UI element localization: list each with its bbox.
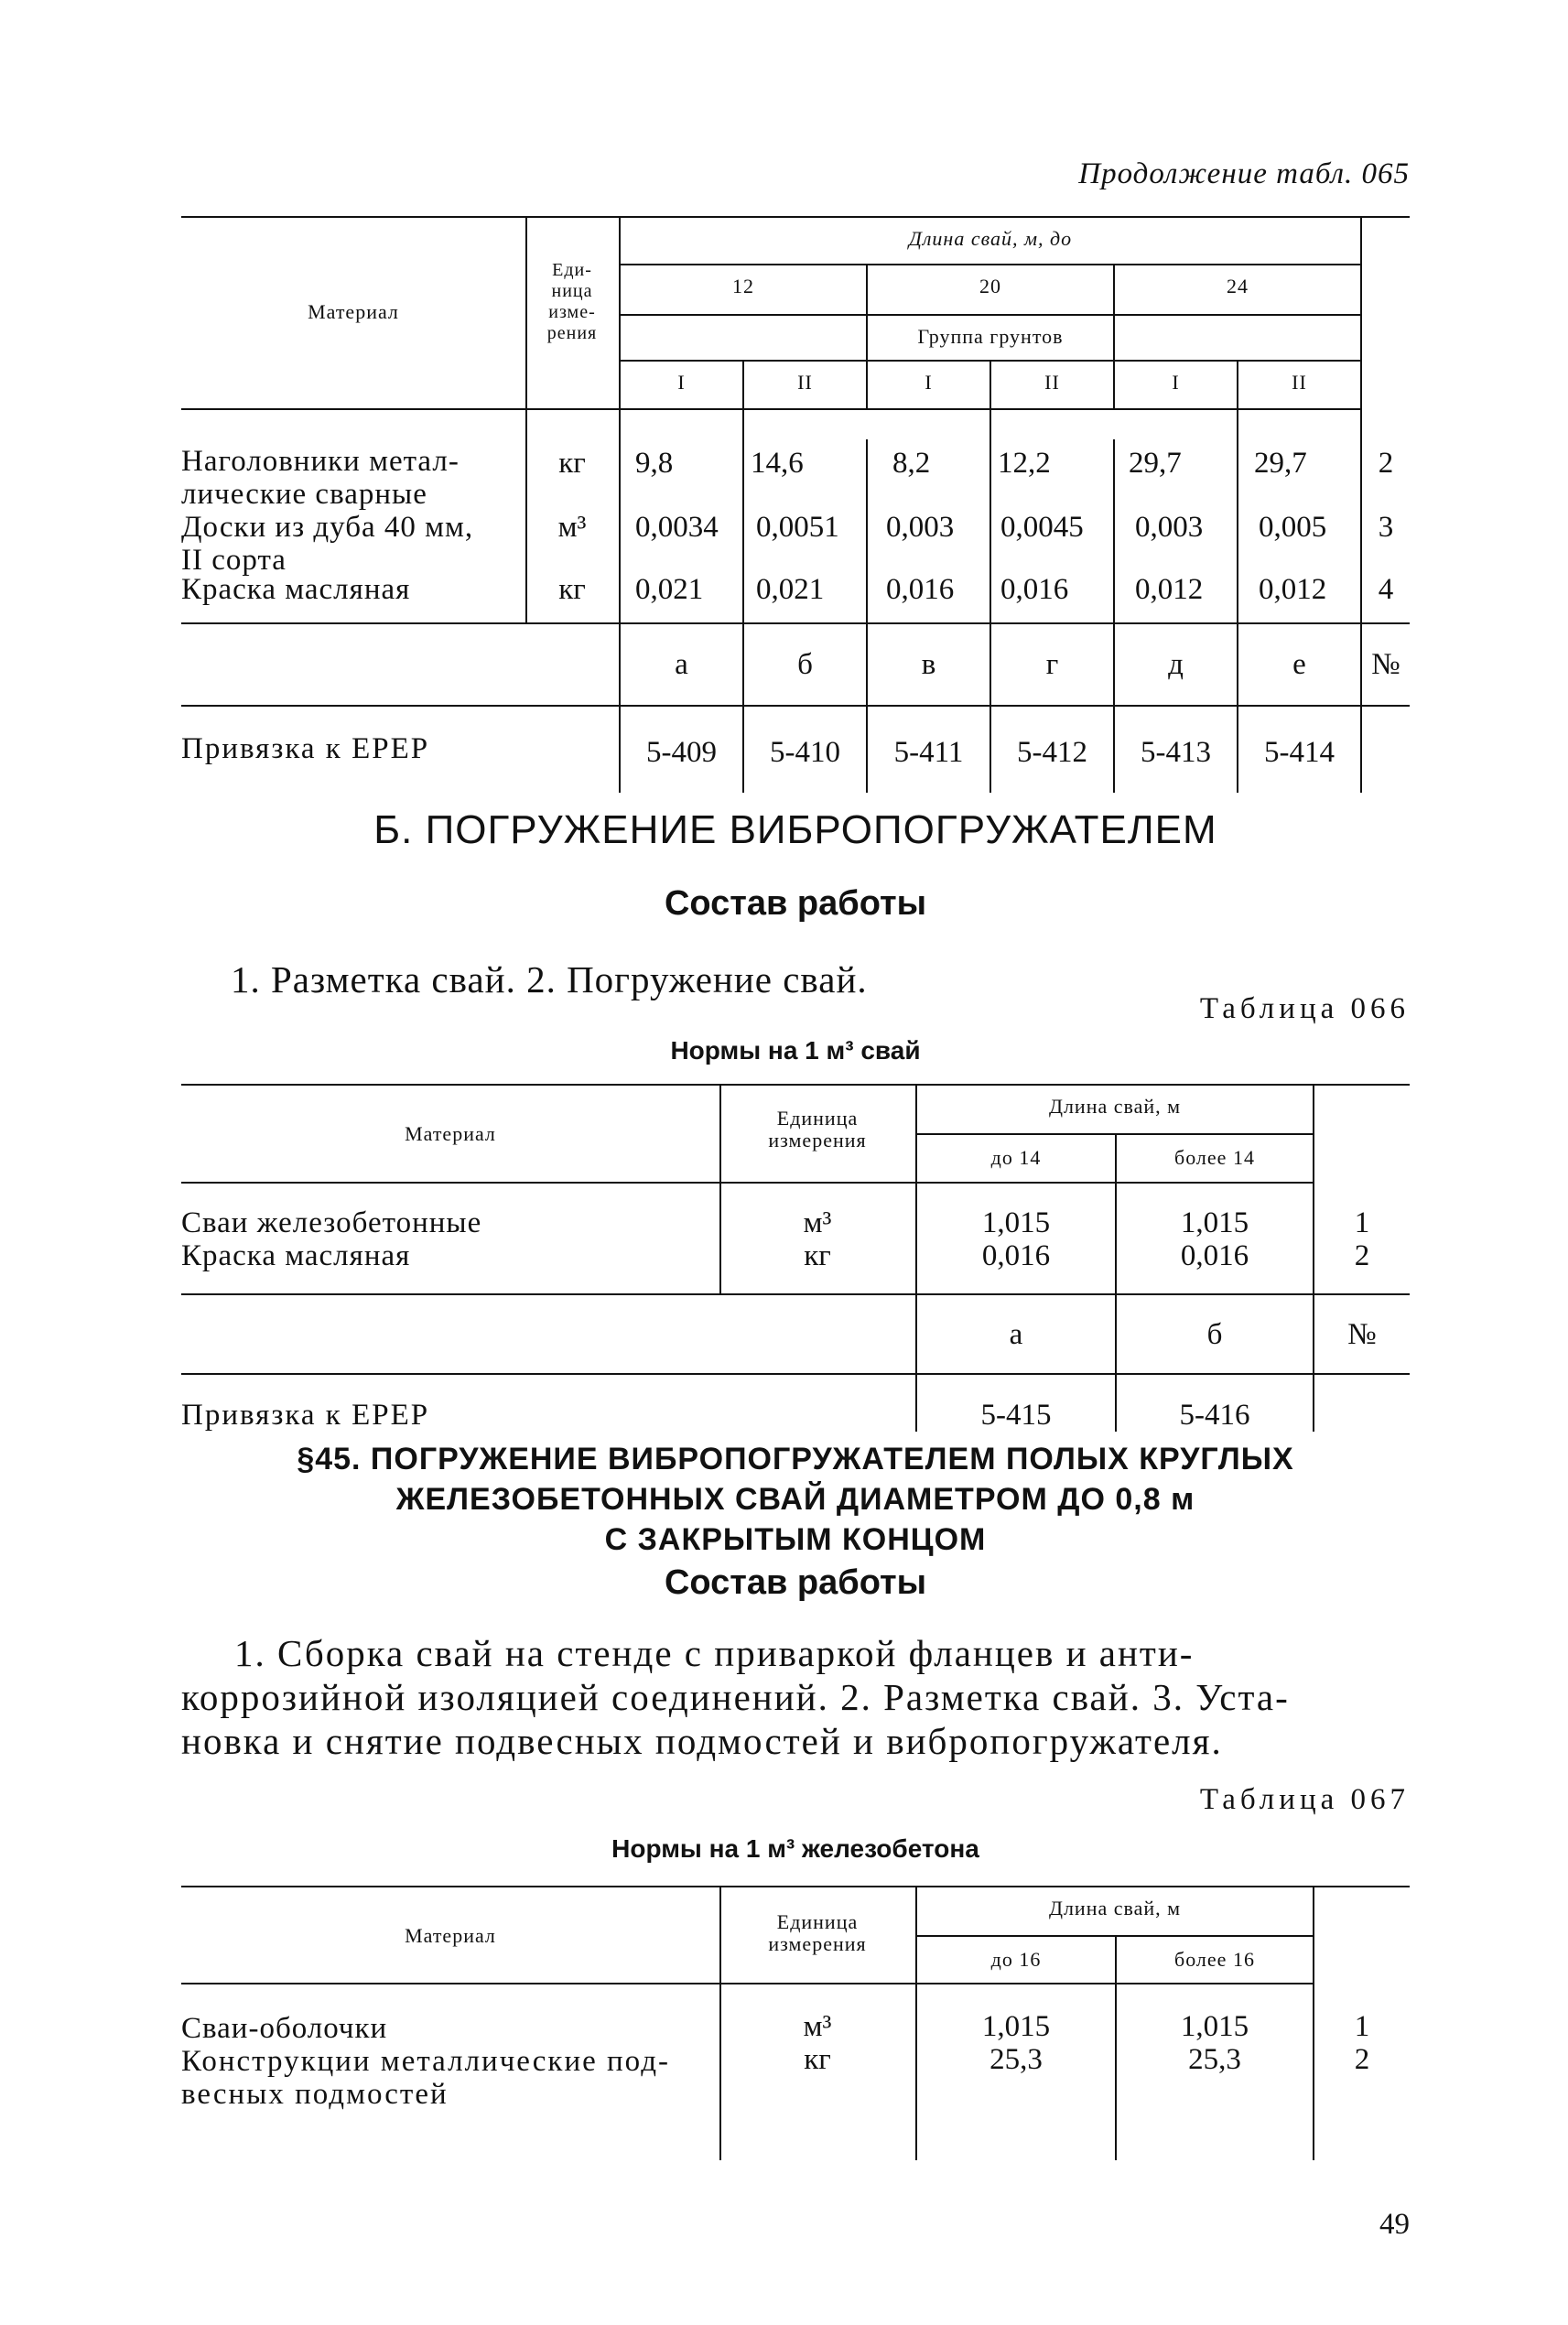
cell-value: 0,012 bbox=[1259, 573, 1327, 606]
number-sign: № bbox=[1347, 1318, 1377, 1351]
link-code: 5-415 bbox=[980, 1399, 1052, 1432]
row-material: Конструкции металлические под- весных подмостей bbox=[181, 2045, 671, 2111]
header-length: Длина свай, м bbox=[1048, 1095, 1182, 1118]
header-material: Материал bbox=[405, 1122, 496, 1145]
column-letter: а bbox=[675, 648, 688, 681]
row-material: Наголовники метал- лические сварные bbox=[181, 445, 460, 511]
soil-col-5: I bbox=[1172, 371, 1180, 394]
row-number: 2 bbox=[1378, 447, 1394, 480]
cell-value: 29,7 bbox=[1129, 447, 1182, 480]
cell-value: 0,0034 bbox=[635, 511, 719, 544]
column-values: 1,015 25,3 bbox=[981, 2010, 1051, 2076]
soil-col-4: II bbox=[1044, 371, 1060, 394]
header-soil-group: Группа грунтов bbox=[917, 325, 1064, 348]
table-067-norms-title: Нормы на 1 м³ железобетона bbox=[611, 1834, 979, 1863]
soil-col-1: I bbox=[677, 371, 686, 394]
link-code: 5-414 bbox=[1264, 736, 1335, 769]
header-length-over-16: более 16 bbox=[1174, 1948, 1255, 1971]
cell-value: 0,0045 bbox=[1000, 511, 1084, 544]
header-length: Длина свай, м bbox=[1048, 1897, 1182, 1919]
header-length-to-16: до 16 bbox=[990, 1948, 1042, 1971]
link-code: 5-413 bbox=[1141, 736, 1211, 769]
row-material: Сваи железобетонные Краска масляная bbox=[181, 1206, 482, 1272]
table-066-norms-title: Нормы на 1 м³ свай bbox=[670, 1036, 921, 1065]
column-values: 1,015 0,016 bbox=[1180, 1206, 1249, 1272]
link-code: 5-409 bbox=[646, 736, 717, 769]
header-unit: Еди- ница изме- рения bbox=[546, 260, 598, 343]
header-unit: Единица измерения bbox=[768, 1910, 867, 1955]
page-number: 49 bbox=[1379, 2208, 1410, 2241]
cell-value: 0,016 bbox=[886, 573, 955, 606]
column-letter: д bbox=[1168, 648, 1184, 681]
link-code: 5-410 bbox=[770, 736, 840, 769]
section-b-title: Б. ПОГРУЖЕНИЕ ВИБРОПОГРУЖАТЕЛЕМ bbox=[373, 807, 1217, 852]
cell-value: 9,8 bbox=[635, 447, 674, 480]
cell-value: 0,005 bbox=[1259, 511, 1327, 544]
section-b-work-title: Состав работы bbox=[664, 884, 927, 923]
row-number: 3 bbox=[1378, 511, 1394, 544]
cell-value: 12,2 bbox=[998, 447, 1051, 480]
cell-value: 14,6 bbox=[751, 447, 804, 480]
header-unit: Единица измерения bbox=[768, 1107, 867, 1152]
row-unit: кг bbox=[558, 573, 586, 606]
table-066-label: Таблица 066 bbox=[1199, 992, 1410, 1025]
section-b-work-text: 1. Разметка свай. 2. Погружение свай. bbox=[231, 958, 868, 1000]
cell-value: 0,003 bbox=[1135, 511, 1204, 544]
row-material: Сваи-оболочки bbox=[181, 2012, 388, 2045]
row-number: 4 bbox=[1378, 573, 1394, 606]
soil-col-6: II bbox=[1292, 371, 1307, 394]
column-letter: е bbox=[1292, 648, 1306, 681]
column-letter: б bbox=[1206, 1318, 1223, 1351]
header-length-12: 12 bbox=[732, 275, 754, 297]
table-067-label: Таблица 067 bbox=[1199, 1783, 1410, 1816]
link-label: Привязка к ЕРЕР bbox=[181, 732, 430, 765]
link-code: 5-411 bbox=[893, 736, 964, 769]
header-material: Материал bbox=[405, 1924, 496, 1947]
cell-value: 0,021 bbox=[635, 573, 704, 606]
link-label: Привязка к ЕРЕР bbox=[181, 1399, 430, 1432]
section-45-title: §45. ПОГРУЖЕНИЕ ВИБРОПОГРУЖАТЕЛЕМ ПОЛЫХ КРУГЛЫХ ЖЕЛЕЗОБЕТОННЫХ СВАЙ ДИАМЕТРОМ ДО 0,8 м С ЗАКРЫТЫМ КОНЦОМ bbox=[297, 1442, 1294, 1557]
row-material: Доски из дуба 40 мм, II сорта bbox=[181, 511, 474, 577]
soil-col-2: II bbox=[797, 371, 813, 394]
header-length-20: 20 bbox=[979, 275, 1001, 297]
link-code: 5-416 bbox=[1179, 1399, 1250, 1432]
row-units: м³ кг bbox=[803, 1206, 832, 1272]
header-length-over-14: более 14 bbox=[1174, 1146, 1255, 1169]
column-values: 1,015 25,3 bbox=[1180, 2010, 1249, 2076]
continuation-header: Продолжение табл. 065 bbox=[1078, 157, 1410, 190]
cell-value: 29,7 bbox=[1254, 447, 1307, 480]
cell-value: 0,016 bbox=[1000, 573, 1069, 606]
header-length-24: 24 bbox=[1227, 275, 1249, 297]
cell-value: 0,021 bbox=[756, 573, 825, 606]
header-length: Длина свай, м, до bbox=[908, 227, 1073, 250]
row-unit: м³ bbox=[557, 511, 587, 544]
column-letter: б bbox=[797, 648, 813, 681]
row-unit: кг bbox=[558, 447, 586, 480]
row-numbers: 1 2 bbox=[1354, 2010, 1370, 2076]
soil-col-3: I bbox=[925, 371, 933, 394]
cell-value: 8,2 bbox=[892, 447, 931, 480]
column-values: 1,015 0,016 bbox=[981, 1206, 1051, 1272]
cell-value: 0,012 bbox=[1135, 573, 1204, 606]
cell-value: 0,003 bbox=[886, 511, 955, 544]
row-numbers: 1 2 bbox=[1354, 1206, 1370, 1272]
column-letter: в bbox=[921, 648, 936, 681]
header-material: Материал bbox=[308, 300, 399, 323]
number-sign: № bbox=[1371, 648, 1400, 681]
row-material: Краска масляная bbox=[181, 573, 411, 606]
header-length-to-14: до 14 bbox=[990, 1146, 1042, 1169]
link-code: 5-412 bbox=[1017, 736, 1087, 769]
column-letter: г bbox=[1045, 648, 1059, 681]
cell-value: 0,0051 bbox=[756, 511, 839, 544]
section-45-work-text: 1. Сборка свай на стенде с приваркой фланцев и анти- коррозийной изоляцией соединений. 2. Разметка свай. 3. Уста- новка и снятие подвесных подмостей и вибропогружателя. bbox=[181, 1632, 1290, 1762]
row-units: м³ кг bbox=[803, 2010, 832, 2076]
column-letter: а bbox=[1009, 1318, 1023, 1351]
section-45-work-title: Состав работы bbox=[664, 1563, 927, 1602]
